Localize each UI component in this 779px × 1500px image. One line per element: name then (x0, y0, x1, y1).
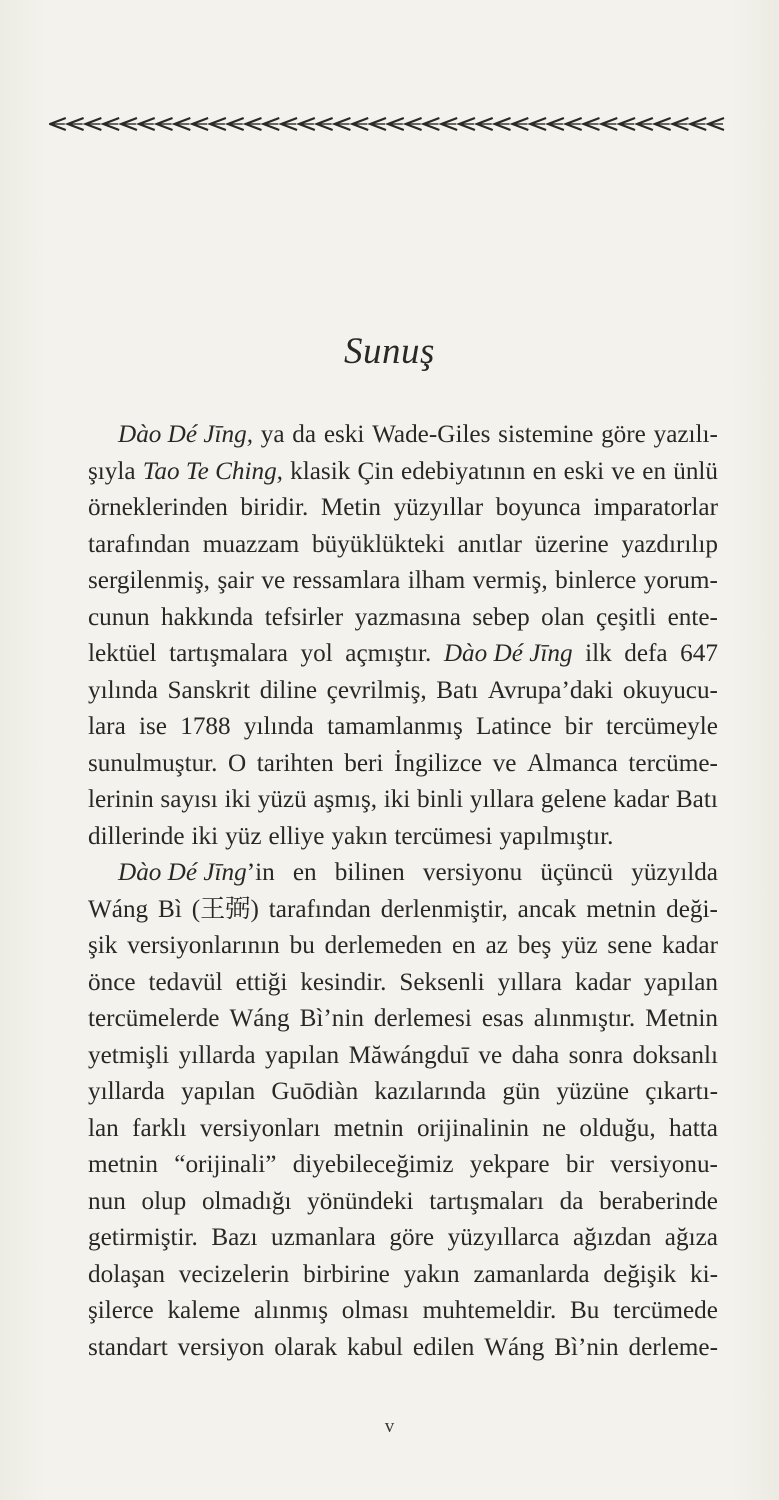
word: cunun (88, 603, 150, 631)
text-line (88, 1038, 718, 1075)
word: alınmış (253, 1297, 329, 1324)
word: versiyonlarının (127, 932, 280, 959)
word: olmadığı (201, 1187, 292, 1215)
text-line (88, 1257, 718, 1294)
word: lan (88, 1114, 119, 1142)
word: olan (541, 603, 585, 631)
word: derleme- (628, 1333, 718, 1361)
word: ressamlara (292, 567, 401, 594)
word: tarafından (88, 530, 191, 558)
text-line (88, 1001, 718, 1038)
word: beş (517, 932, 552, 959)
word: ne (542, 1114, 567, 1142)
word: sunulmuştur. (88, 749, 218, 777)
text-line (88, 782, 718, 819)
text-line (88, 417, 718, 454)
word: dillerinde (88, 822, 185, 850)
word: Çin (357, 457, 394, 485)
word: yüzyılda (631, 859, 718, 886)
word: İngilizce (393, 749, 483, 777)
word: nun (88, 1187, 126, 1215)
text-line (88, 709, 718, 746)
word: en (451, 932, 476, 959)
word: Wáng (229, 1005, 290, 1032)
word: yılında (243, 713, 314, 740)
word: yazılı- (653, 421, 718, 448)
text-line (88, 855, 718, 892)
text-line (88, 928, 718, 965)
word: yorum- (643, 567, 718, 594)
word: anıtlar (457, 530, 522, 558)
word: boyunca (495, 494, 581, 521)
word: versiyonu- (610, 1151, 718, 1178)
text-line (88, 965, 718, 1002)
word: Metin (320, 494, 382, 521)
word: ve (478, 1041, 503, 1069)
word: yüzüne (556, 1078, 630, 1105)
word: gün (502, 1078, 541, 1105)
word: Bazı (211, 1224, 258, 1251)
word: sergilenmiş, (88, 567, 210, 594)
word: yıllarda (178, 1041, 256, 1069)
word: şik (88, 932, 118, 959)
text-line (88, 1330, 718, 1367)
word: Wáng (484, 1333, 545, 1361)
word: değişik (603, 1260, 677, 1288)
word: ente- (667, 603, 718, 631)
word: diline (259, 676, 318, 704)
word: 647 (680, 640, 718, 667)
word: derlemeden (324, 932, 443, 959)
word: versiyonları (200, 1114, 321, 1142)
text-line (88, 454, 718, 491)
word: tercümesi (394, 822, 493, 850)
word: Bì’nin (554, 1333, 619, 1361)
word: yılında (88, 676, 158, 704)
word: ve (611, 457, 636, 485)
word: tercümede (613, 1297, 718, 1324)
word: Wáng (88, 895, 149, 923)
word: elliye (268, 822, 325, 850)
word: da (292, 421, 317, 448)
word: derlenmiştir, (380, 895, 508, 923)
decorative-ornament-rule (49, 112, 725, 138)
word: ilk (585, 640, 612, 667)
word: yıllarda (88, 1078, 165, 1105)
word: lara (88, 713, 126, 740)
word: bu (289, 932, 315, 959)
word: yakın (331, 822, 388, 850)
word: yapılan (265, 1041, 340, 1069)
word: olarak (274, 1333, 338, 1361)
word: önce (88, 968, 136, 996)
text-line (88, 1184, 718, 1221)
word: kabul (347, 1333, 403, 1361)
word: bir (565, 1151, 594, 1178)
word: tarafından (268, 895, 371, 923)
word: uzmanlara (270, 1224, 376, 1251)
word: tamamlanmış (327, 713, 463, 740)
word: yüzü (257, 786, 307, 813)
word: kadar (613, 786, 670, 813)
word: birbirine (303, 1260, 390, 1288)
word: orijinalinin (416, 1114, 529, 1142)
text-line (88, 1147, 718, 1184)
word: üzerine (534, 530, 609, 558)
word: en (532, 457, 557, 485)
word: ancak (517, 895, 577, 923)
word: edebiyatının (401, 457, 526, 485)
text-line (88, 636, 718, 673)
word: ünlü (673, 457, 718, 485)
word: Bì’nin (299, 1005, 364, 1032)
word: ve (492, 749, 517, 777)
word: tarihten (256, 749, 334, 777)
text-line (88, 892, 718, 929)
word: yönündeki (307, 1187, 414, 1215)
page-number: v (384, 1416, 395, 1437)
word: O (228, 749, 247, 777)
word: Avrupa’daki (487, 676, 614, 704)
word: kesindir. (300, 968, 387, 996)
word: ettiği (235, 968, 288, 996)
word: biridir. (240, 494, 309, 521)
word: muazzam (202, 530, 300, 558)
word: tercümelerde (88, 1005, 220, 1032)
word: yüz (225, 822, 262, 850)
body-text (88, 417, 718, 1366)
word: alınmıştır. (533, 1005, 636, 1032)
word: okuyucu- (622, 676, 718, 704)
word: gelene (540, 786, 607, 813)
word: kaleme (167, 1297, 241, 1324)
word: göre (601, 421, 646, 448)
word: çevrilmiş, (326, 676, 427, 704)
word: 1788 (180, 713, 231, 740)
word: yakın (403, 1260, 460, 1288)
word: en (292, 859, 317, 886)
word: yapılan (643, 968, 718, 996)
word: deği- (666, 895, 718, 923)
text-line (88, 1111, 718, 1148)
word: Tao Te Ching, (142, 457, 283, 485)
word: iki (191, 822, 219, 850)
word: örneklerinden (88, 494, 228, 521)
word: esas (481, 1005, 524, 1032)
word: ilham (407, 567, 466, 594)
word: ki- (690, 1260, 718, 1288)
word: defa (624, 640, 668, 667)
word: klasik (290, 457, 351, 485)
word: ağıza (664, 1224, 718, 1251)
word: yüzyıllar (393, 494, 484, 521)
word: yekpare (469, 1151, 550, 1178)
word: sistemine (498, 421, 594, 448)
word: eski (323, 421, 365, 448)
word: beri (344, 749, 384, 777)
word: az (485, 932, 508, 959)
word: ağızdan (572, 1224, 652, 1251)
word: aşmış, (313, 786, 378, 813)
word: standart (88, 1333, 168, 1361)
word: versiyon (177, 1333, 265, 1361)
word: Dào Dé Jīng, (118, 421, 254, 448)
word: yol (300, 640, 333, 667)
text-line (88, 563, 718, 600)
word: açmıştır. (345, 640, 432, 667)
word: yapılan (181, 1078, 256, 1105)
word: vecizelerin (178, 1260, 290, 1288)
word: Guōdiàn (271, 1078, 359, 1105)
word: ve (261, 567, 286, 594)
word: iki (224, 786, 252, 813)
word: sonra (568, 1041, 624, 1069)
word: yapılmıştır. (499, 822, 614, 850)
word: Latince (476, 713, 552, 740)
word: bir (564, 713, 593, 740)
word: Almanca (526, 749, 618, 777)
word: binlerce (555, 567, 637, 594)
word: metnin (88, 1151, 158, 1178)
word: hakkında (161, 603, 254, 631)
word: beraberinde (599, 1187, 718, 1215)
text-line (88, 673, 718, 710)
word: yetmişli (88, 1041, 170, 1069)
text-line (88, 1293, 718, 1330)
word: “orijinali” (174, 1151, 277, 1178)
word: da (559, 1187, 584, 1215)
word: Dào Dé Jīng (118, 859, 247, 886)
word: ya (260, 421, 285, 448)
word: yüz (561, 932, 598, 959)
word: tartışmalara (169, 640, 288, 667)
word: doksanlı (632, 1041, 718, 1069)
word: şair (217, 567, 254, 594)
word: ’in (246, 859, 275, 886)
word: olup (141, 1187, 187, 1215)
word: bilinen (334, 859, 405, 886)
word: daha (511, 1041, 560, 1069)
word: yazdırılıp (621, 530, 718, 558)
word: olduğu, (579, 1114, 656, 1142)
word: çıkartı- (645, 1078, 718, 1105)
word: büyüklükteki (311, 530, 445, 558)
text-line (88, 819, 718, 856)
word: sene (607, 932, 653, 959)
word: üçüncü (540, 859, 614, 886)
word: diyebileceğimiz (292, 1151, 454, 1178)
word: tedavül (148, 968, 223, 996)
text-line (88, 600, 718, 637)
chapter-title: Sunuş (344, 331, 435, 372)
word: dolaşan (88, 1260, 165, 1288)
word: tartışmaları (429, 1187, 544, 1215)
word: sayısı (160, 786, 218, 813)
word: tercüme- (628, 749, 718, 777)
word: imparatorlar (593, 494, 718, 521)
word: Măwángduī (348, 1041, 469, 1069)
word: tercümeyle (606, 713, 718, 740)
word: yıllara (469, 786, 535, 813)
word: kadar (574, 968, 631, 996)
word: eski (563, 457, 605, 485)
word: (王弼) (191, 895, 259, 923)
word: Metnin (645, 1005, 718, 1032)
word: vermiş, (472, 567, 548, 594)
word: tefsirler (264, 603, 344, 631)
word: zamanlarda (473, 1260, 590, 1288)
word: çeşitli (595, 603, 657, 631)
word: iki (383, 786, 411, 813)
word: farklı (132, 1114, 187, 1142)
word: yazmasına (354, 603, 461, 631)
word: Wade-Giles (372, 421, 491, 448)
word: Bu (569, 1297, 600, 1324)
text-line (88, 746, 718, 783)
word: ise (139, 713, 167, 740)
word: getirmiştir. (88, 1224, 198, 1251)
word: Dào Dé Jīng (443, 640, 573, 667)
word: kadar (662, 932, 718, 959)
word: lerinin (88, 786, 154, 813)
word: Batı (675, 786, 718, 813)
word: göre (389, 1224, 435, 1251)
word: derlemesi (373, 1005, 472, 1032)
text-line (88, 1074, 718, 1111)
word: Seksenli (399, 968, 485, 996)
word: Sanskrit (167, 676, 251, 704)
word: kazılarında (374, 1078, 487, 1105)
word: yıllara (497, 968, 562, 996)
word: en (642, 457, 667, 485)
word: olması (341, 1297, 409, 1324)
word: Bì (158, 895, 182, 923)
text-line (88, 490, 718, 527)
word (118, 855, 275, 892)
word: sebep (472, 603, 530, 631)
word: edilen (412, 1333, 475, 1361)
word: şıyla (88, 457, 136, 485)
word: yüzyıllarca (447, 1224, 560, 1251)
word: lektüel (88, 640, 157, 667)
word: metnin (586, 895, 657, 923)
word: Batı (436, 676, 479, 704)
word: şilerce (88, 1297, 154, 1324)
text-line (88, 1220, 718, 1257)
text-line (88, 527, 718, 564)
word: hatta (669, 1114, 718, 1142)
word: binli (416, 786, 464, 813)
word: versiyonu (422, 859, 523, 886)
word: metnin (333, 1114, 404, 1142)
word: muhtemeldir. (422, 1297, 557, 1324)
